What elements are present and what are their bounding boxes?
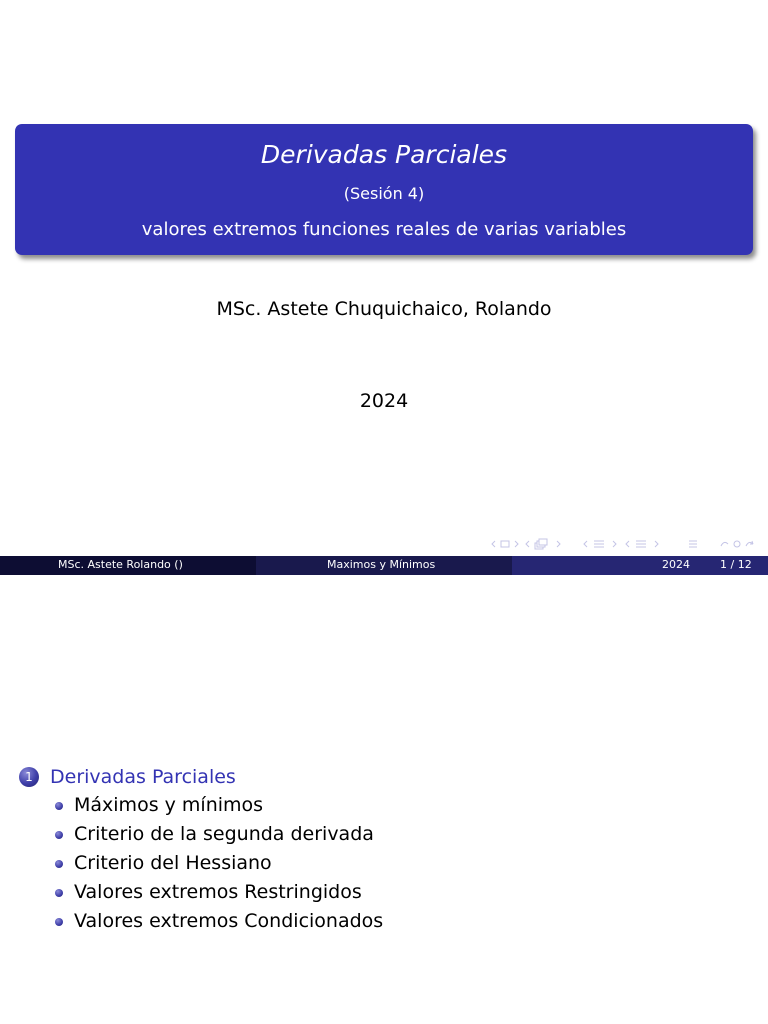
footer-author: MSc. Astete Rolando () — [58, 558, 183, 571]
toc-subsection-item[interactable] — [19, 907, 749, 936]
nav-search-icon[interactable] — [719, 538, 759, 550]
toc-subsection-label[interactable]: Valores extremos Restringidos — [74, 881, 362, 903]
footer-date-segment — [512, 556, 768, 575]
bullet-icon — [55, 802, 63, 810]
toc-subsection-label[interactable]: Criterio de la segunda derivada — [74, 823, 374, 845]
presentation-title: Derivadas Parciales — [260, 140, 508, 169]
presentation-subtitle: valores extremos funciones reales de varias variables — [141, 219, 627, 240]
toc-subsection-label[interactable]: Máximos y mínimos — [74, 794, 264, 816]
toc-section-1[interactable] — [19, 763, 749, 791]
bullet-icon — [55, 889, 63, 897]
toc-section-title[interactable]: Derivadas Parciales — [50, 766, 236, 788]
toc-subsection-label[interactable]: Valores extremos Condicionados — [74, 910, 384, 932]
title-block — [15, 124, 753, 255]
presentation-date: 2024 — [359, 390, 409, 412]
footer-title: Maximos y Mínimos — [327, 558, 436, 571]
bullet-icon — [55, 918, 63, 926]
author-name: MSc. Astete Chuquichaico, Rolando — [216, 298, 552, 320]
nav-align-icon[interactable] — [687, 538, 699, 550]
footer-author-segment — [0, 556, 256, 575]
nav-frame-icon[interactable] — [525, 538, 567, 550]
nav-first-frame-icon[interactable] — [491, 538, 521, 550]
nav-subsection-icon[interactable] — [583, 538, 621, 550]
toc-subsection-item[interactable] — [19, 820, 749, 849]
toc-subsection-item[interactable] — [19, 791, 749, 820]
footer-date: 2024 — [662, 558, 690, 571]
toc-subsection-item[interactable] — [19, 849, 749, 878]
toc-subsection-label[interactable]: Criterio del Hessiano — [74, 852, 272, 874]
footer-page-number: 1 / 12 — [720, 558, 752, 571]
bullet-icon — [55, 831, 63, 839]
session-label: (Sesión 4) — [343, 184, 425, 203]
section-number-badge: 1 — [19, 767, 39, 787]
bullet-icon — [55, 860, 63, 868]
table-of-contents — [19, 763, 749, 936]
toc-subsection-item[interactable] — [19, 878, 749, 907]
nav-section-icon[interactable] — [625, 538, 663, 550]
navigation-symbols — [491, 538, 763, 552]
footer-title-segment — [256, 556, 512, 575]
footer-bar — [0, 556, 768, 575]
toc-subsection-list — [19, 791, 749, 936]
